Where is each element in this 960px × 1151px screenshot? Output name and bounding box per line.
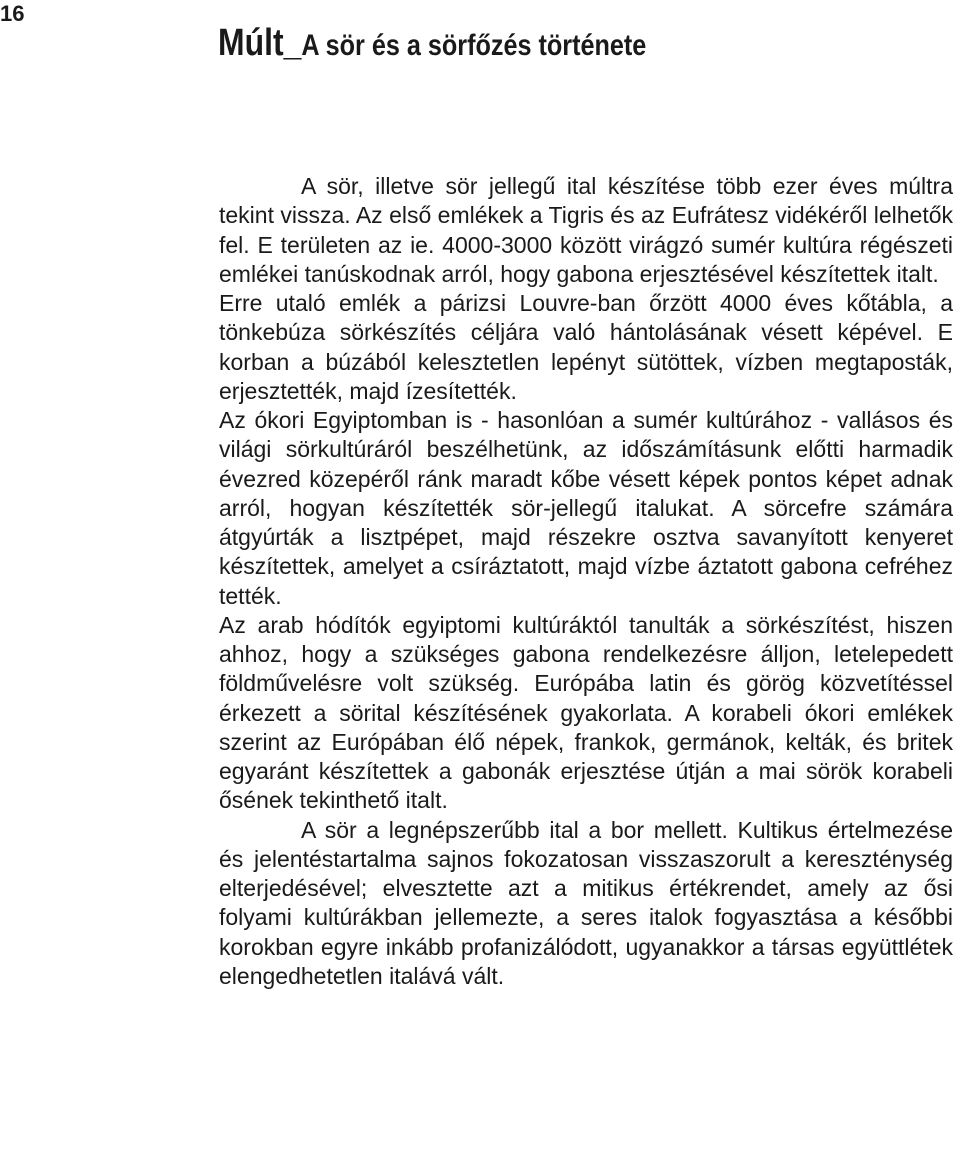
page-title [218,20,646,69]
article-body [219,172,953,991]
page-number: 16 [0,1,25,26]
paragraph-intro: A sör, illetve sör jellegű ital készítése több ezer éves múltra tekint vissza. Az első emlékek a Tigris és az Eufrátesz vidékéről lelhetők fel. E területen az ie. 4000-3000 között virágzó sumér kultúra régészeti emlékei tanúskodnak arról, hogy gabona erjesztésével készítettek italt. [219,173,953,287]
paragraph-popularity: A sör a legnépszerűbb ital a bor mellett. Kultikus értelmezése és jelentéstartalma sajnos fokozatosan visszaszorult a kereszténység elterjedésével; elvesztette azt a mitikus értékrendet, amely az ősi folyami kultúrákban jellemezte, a seres italok fogyasztása a későbbi korokban egyre inkább profanizálódott, ugyanakkor a társas együttlétek elengedhetetlen italává vált. [219,816,953,989]
title-subtitle: A sör és a sörfőzés története [301,29,647,62]
title-main: Múlt_ [218,22,302,64]
paragraph-europe: Az arab hódítók egyiptomi kultúráktól tanulták a sörkészítést, hiszen ahhoz, hogy a szükséges gabona rendelkezésre álljon, letelepedett földművelésre volt szükség. Európába latin és görög közvetítéssel érkezett a sörital készítésének gyakorlata. A korabeli ókori emlékek szerint az Európában élő népek, frankok, germánok, kelták, és britek egyaránt készítettek a gabonák erjesztése útján a mai sörök korabeli ősének tekinthető italt. [219,611,953,814]
paragraph-louvre: Erre utaló emlék a párizsi Louvre-ban őrzött 4000 éves kőtábla, a tönkebúza sörkészítés céljára való hántolásának vésett képével. E korban a búzából kelesztetlen lepényt sütöttek, vízben megtaposták, erjesztették, majd ízesítették. [219,290,953,404]
paragraph-egypt: Az ókori Egyiptomban is - hasonlóan a sumér kultúrához - vallásos és világi sörkultúráról beszélhetünk, az időszámításunk előtti harmadik évezred közepéről ránk maradt kőbe vésett képek pontos képet adnak arról, hogyan készítették sör-jellegű italukat. A sörcefre számára átgyúrták a lisztpépet, majd részekre osztva savanyított kenyeret készítettek, amelyet a csíráztatott, majd vízbe áztatott gabona cefréhez tették. [219,407,953,609]
